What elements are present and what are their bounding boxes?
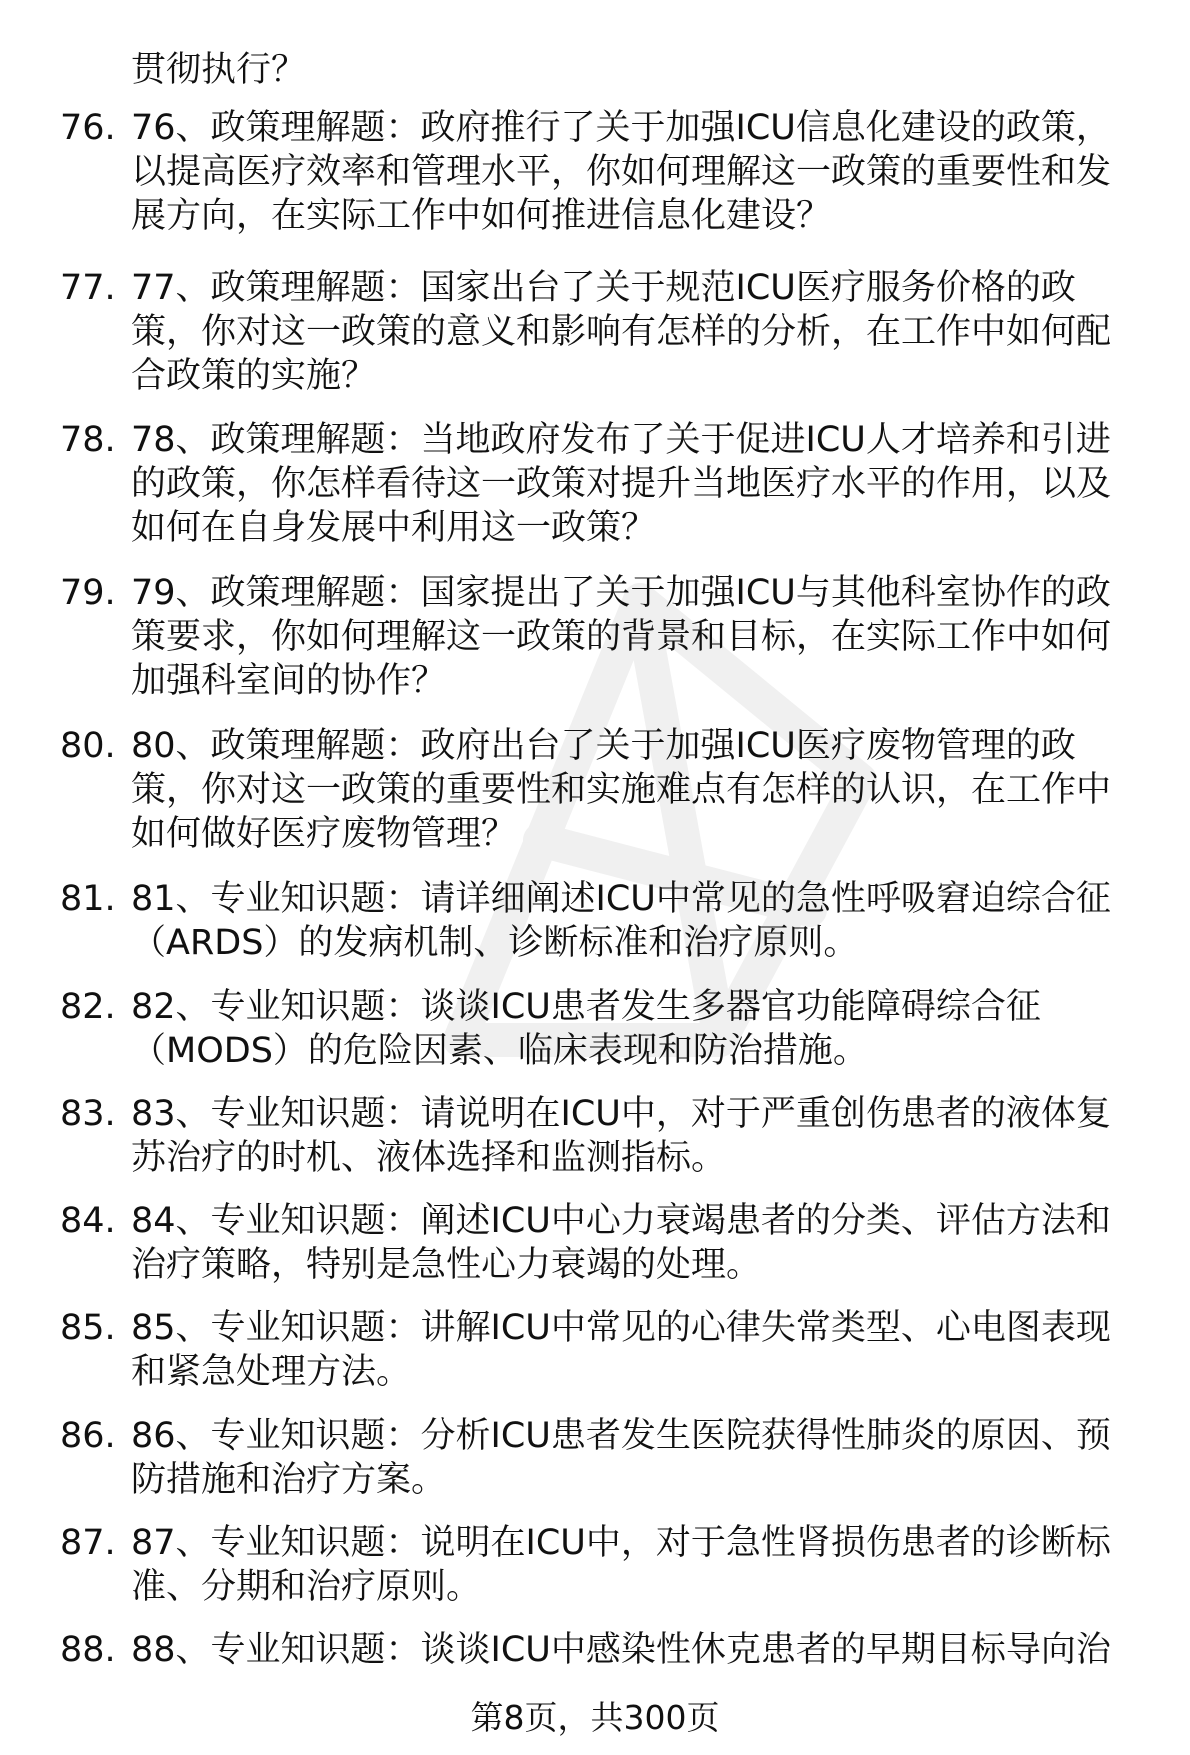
item-number: 88. <box>60 1630 116 1670</box>
item-line: 和紧急处理方法。 <box>131 1352 412 1392</box>
page-footer: 第8页，共300页 <box>470 1698 720 1737</box>
item-text <box>131 1628 1141 1672</box>
item-number: 81. <box>60 879 116 919</box>
item-text <box>131 724 1141 856</box>
item-line: 78、政策理解题：当地政府发布了关于促进ICU人才培养和引进 <box>131 420 1111 460</box>
item-text <box>131 1521 1141 1609</box>
item-line: 87、专业知识题：说明在ICU中，对于急性肾损伤患者的诊断标 <box>131 1523 1111 1563</box>
item-line: 85、专业知识题：讲解ICU中常见的心律失常类型、心电图表现 <box>131 1308 1111 1348</box>
item-line: 治疗策略，特别是急性心力衰竭的处理。 <box>131 1245 762 1285</box>
item-number: 87. <box>60 1523 116 1563</box>
item-line: 以提高医疗效率和管理水平，你如何理解这一政策的重要性和发 <box>131 152 1112 192</box>
item-line: 策要求，你如何理解这一政策的背景和目标，在实际工作中如何 <box>131 617 1112 657</box>
item-line: 如何在自身发展中利用这一政策？ <box>131 508 657 548</box>
item-number: 77. <box>60 268 116 308</box>
item-text <box>131 877 1141 965</box>
item-text <box>131 1092 1141 1180</box>
item-line: 合政策的实施？ <box>131 356 377 396</box>
item-line: 如何做好医疗废物管理？ <box>131 814 517 854</box>
item-number: 78. <box>60 420 116 460</box>
item-text <box>131 1414 1141 1502</box>
item-line: 防措施和治疗方案。 <box>131 1460 447 1500</box>
item-line: 策，你对这一政策的意义和影响有怎样的分析，在工作中如何配 <box>131 312 1112 352</box>
item-text <box>131 1199 1141 1287</box>
item-line: （ARDS）的发病机制、诊断标准和治疗原则。 <box>131 923 859 963</box>
item-number: 83. <box>60 1094 116 1134</box>
item-line: 82、专业知识题：谈谈ICU患者发生多器官功能障碍综合征 <box>131 987 1041 1027</box>
item-line: 88、专业知识题：谈谈ICU中感染性休克患者的早期目标导向治 <box>131 1630 1111 1670</box>
item-line: 策，你对这一政策的重要性和实施难点有怎样的认识，在工作中 <box>131 770 1112 810</box>
item-number: 76. <box>60 108 116 148</box>
item-line: 80、政策理解题：政府出台了关于加强ICU医疗废物管理的政 <box>131 726 1076 766</box>
item-line: 准、分期和治疗原则。 <box>131 1567 482 1607</box>
item-line: 77、政策理解题：国家出台了关于规范ICU医疗服务价格的政 <box>131 268 1076 308</box>
item-number: 85. <box>60 1308 116 1348</box>
item-line: （MODS）的危险因素、临床表现和防治措施。 <box>131 1031 868 1071</box>
item-text <box>131 266 1141 398</box>
item-text <box>131 1306 1141 1394</box>
item-line: 的政策，你怎样看待这一政策对提升当地医疗水平的作用，以及 <box>131 464 1112 504</box>
item-line: 展方向，在实际工作中如何推进信息化建设？ <box>131 196 832 236</box>
item-number: 82. <box>60 987 116 1027</box>
item-number: 84. <box>60 1201 116 1241</box>
item-line: 84、专业知识题：阐述ICU中心力衰竭患者的分类、评估方法和 <box>131 1201 1111 1241</box>
lead-continuation-line: 贯彻执行？ <box>131 50 307 90</box>
item-line: 苏治疗的时机、液体选择和监测指标。 <box>131 1138 727 1178</box>
item-line: 79、政策理解题：国家提出了关于加强ICU与其他科室协作的政 <box>131 573 1111 613</box>
item-line: 83、专业知识题：请说明在ICU中，对于严重创伤患者的液体复 <box>131 1094 1111 1134</box>
item-text <box>131 418 1141 550</box>
item-line: 81、专业知识题：请详细阐述ICU中常见的急性呼吸窘迫综合征 <box>131 879 1111 919</box>
item-text <box>131 985 1141 1073</box>
item-line: 加强科室间的协作？ <box>131 661 447 701</box>
item-number: 80. <box>60 726 116 766</box>
item-line: 86、专业知识题：分析ICU患者发生医院获得性肺炎的原因、预 <box>131 1416 1111 1456</box>
item-text <box>131 571 1141 703</box>
item-number: 79. <box>60 573 116 613</box>
item-line: 76、政策理解题：政府推行了关于加强ICU信息化建设的政策， <box>131 108 1111 148</box>
item-number: 86. <box>60 1416 116 1456</box>
item-text <box>131 106 1141 238</box>
